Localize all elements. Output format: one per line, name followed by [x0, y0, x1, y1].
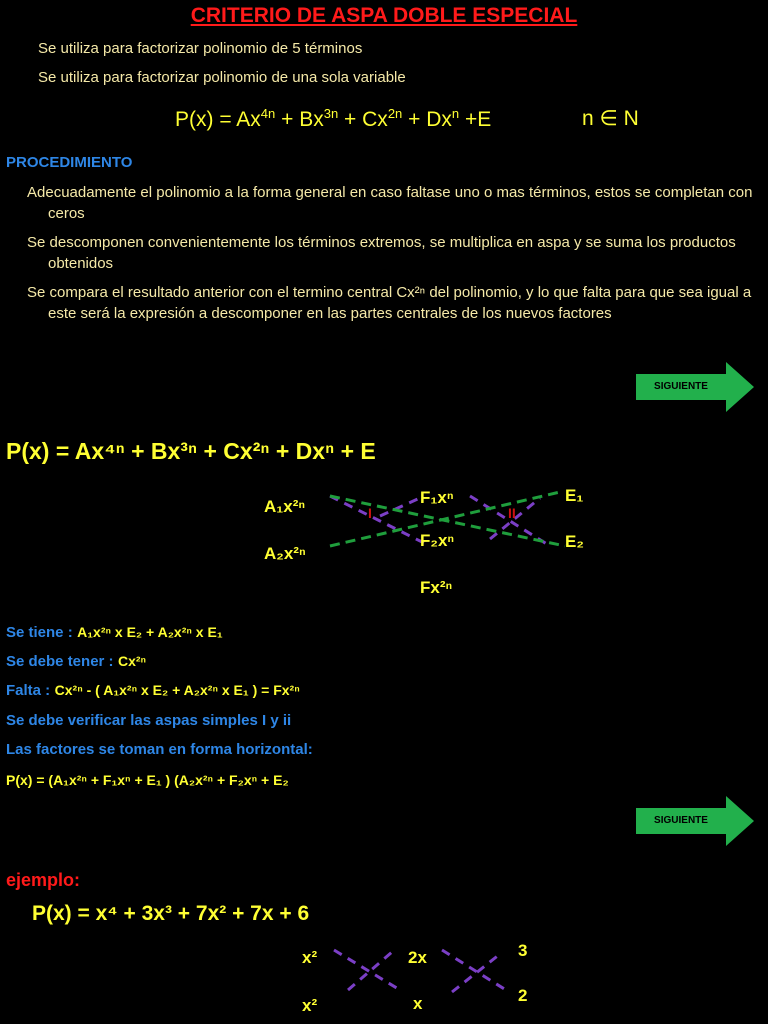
ex-purple-line-1 [334, 950, 400, 990]
ejemplo-formula: P(x) = x⁴ + 3x³ + 7x² + 7x + 6 [32, 902, 310, 925]
ex-term-5: x [413, 994, 423, 1013]
term-f2: F₂xⁿ [420, 531, 455, 550]
ex-term-3: 3 [518, 941, 528, 960]
ex-term-1: x² [302, 948, 318, 967]
ejemplo-label: ejemplo: [6, 870, 81, 890]
procedimiento-heading: PROCEDIMIENTO [6, 154, 133, 171]
bullet-2: Se utiliza para factorizar polinomio de una sola variable [38, 69, 406, 86]
purple-line-1 [330, 496, 430, 546]
roman-one: I [368, 505, 372, 521]
ex-purple-line-2 [348, 952, 392, 990]
general-formula: $P(x) = Ax^{4n} + Bx^{3n} + Cx^{2n} + Dx^n +E$ [175, 106, 492, 131]
ex-term-2: 2x [408, 948, 427, 967]
line-falta: Falta : Cx²ⁿ - ( A₁x²ⁿ x E₂ + A₂x²ⁿ x E₁ ) = Fx²ⁿ [6, 682, 300, 699]
ex-purple-line-3 [442, 950, 506, 990]
natural-set: n ∈ N [582, 107, 639, 130]
line-se-debe-tener: Se debe tener : Cx²ⁿ [6, 653, 147, 670]
line-verificar: Se debe verificar las aspas simples I y ii [6, 712, 292, 729]
term-e1: E₁ [565, 486, 584, 505]
roman-two: II [508, 505, 516, 521]
step-3: Se compara el resultado anterior con el termino central Cx²ⁿ del polinomio, y lo que falta para que sea igual a este será la expresión a descomponer en las partes centrales de los nuevos factores [27, 284, 752, 322]
term-a2: A₂x²ⁿ [264, 544, 306, 563]
siguiente-button[interactable]: SIGUIENTE [636, 362, 754, 412]
line-final-factors: P(x) = (A₁x²ⁿ + F₁xⁿ + E₁ ) (A₂x²ⁿ + F₂xⁿ + E₂ [6, 772, 289, 788]
ex-term-4: x² [302, 996, 318, 1015]
step-2: Se descomponen convenientemente los términos extremos, se multiplica en aspa y se suma los productos obtenidos [27, 234, 736, 272]
page-title: CRITERIO DE ASPA DOBLE ESPECIAL [190, 4, 578, 27]
ex-term-6: 2 [518, 986, 528, 1005]
term-a1: A₁x²ⁿ [264, 497, 306, 516]
line-se-tiene: Se tiene : A₁x²ⁿ x E₂ + A₂x²ⁿ x E₁ [6, 624, 223, 641]
term-e2: E₂ [565, 532, 584, 551]
term-f1: F₁xⁿ [420, 488, 454, 507]
general-formula-2: P(x) = Ax⁴ⁿ + Bx³ⁿ + Cx²ⁿ + Dxⁿ + E [6, 438, 376, 464]
bullet-1: Se utiliza para factorizar polinomio de 5 términos [38, 40, 363, 57]
term-fx: Fx²ⁿ [420, 578, 453, 597]
step-1: Adecuadamente el polinomio a la forma general en caso faltase uno o mas términos, estos se completan con ceros [27, 184, 753, 222]
line-horizontal: Las factores se toman en forma horizontal: [6, 741, 313, 758]
siguiente-button-2[interactable]: SIGUIENTE [636, 796, 754, 846]
